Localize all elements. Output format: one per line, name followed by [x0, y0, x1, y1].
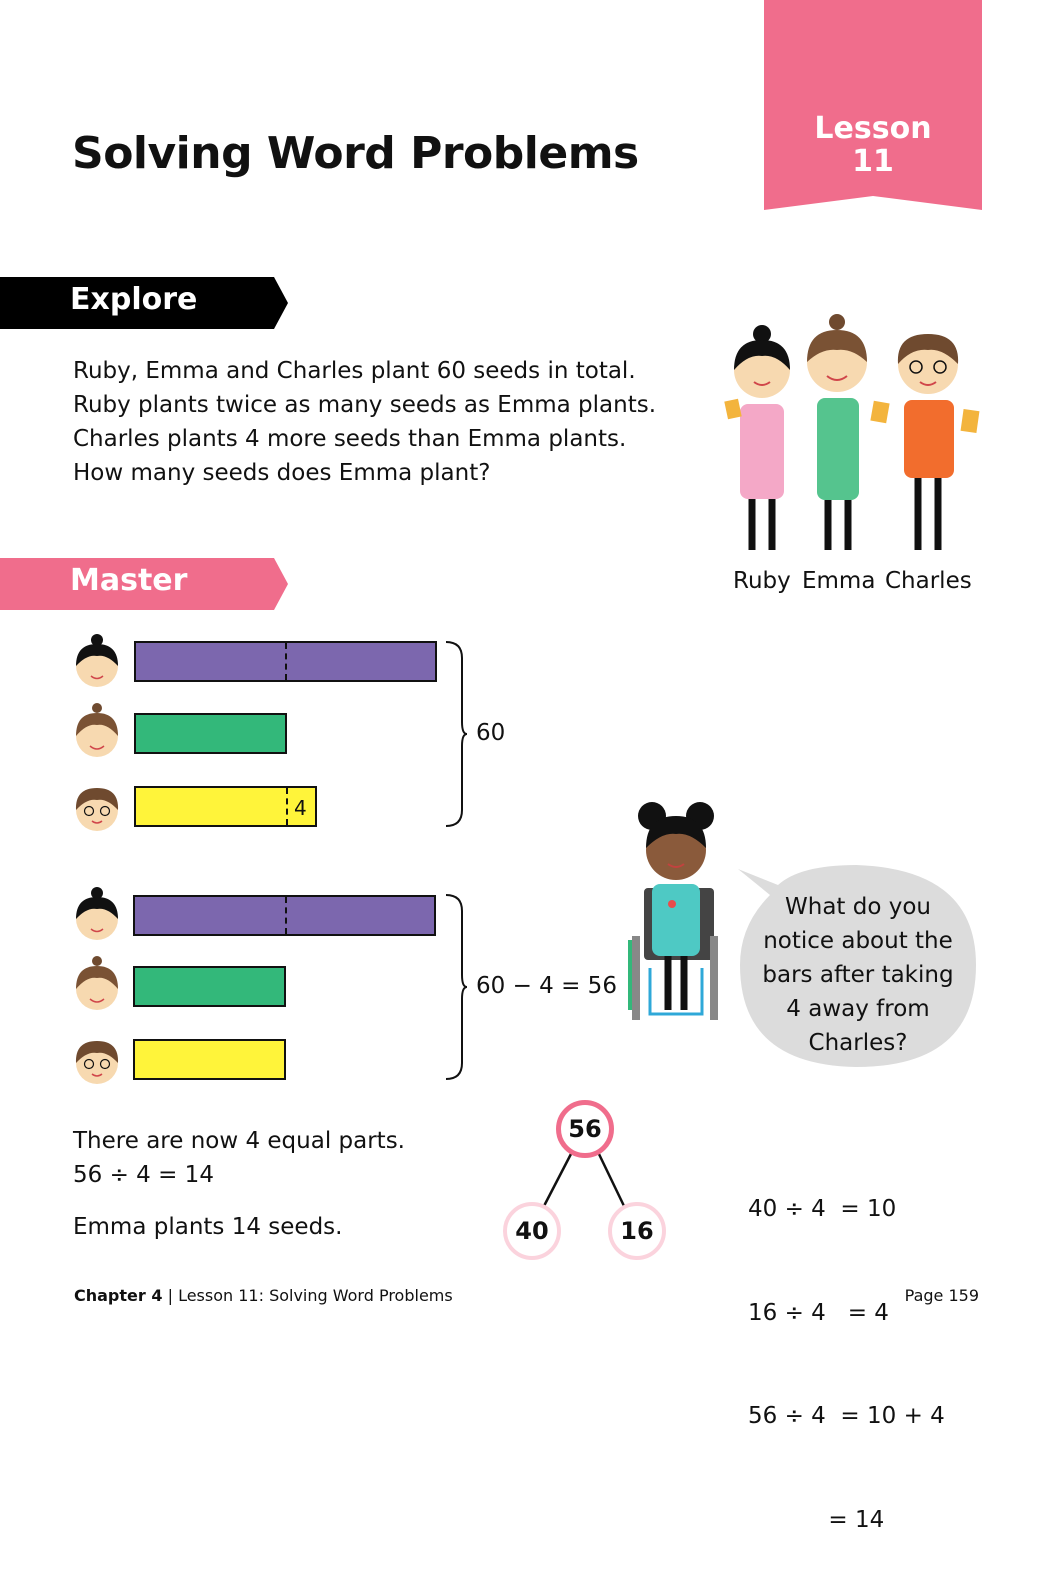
explore-problem — [73, 354, 656, 490]
problem-line: Charles plants 4 more seeds than Emma plants. — [73, 426, 627, 452]
calculation-line: 40 ÷ 4 = 10 — [748, 1196, 897, 1222]
character-name-charles: Charles — [885, 568, 972, 594]
bar-divider — [285, 897, 287, 934]
calculation-line: 16 ÷ 4 = 4 — [748, 1299, 889, 1326]
calculation-line: 56 ÷ 4 = 10 + 4 — [748, 1403, 945, 1429]
solution-steps — [73, 1124, 405, 1192]
bar-divider — [286, 788, 288, 825]
emma-figure — [807, 314, 890, 550]
bar-divider — [285, 643, 287, 680]
character-name-ruby: Ruby — [733, 568, 791, 594]
number-bond-part-b: 16 — [608, 1202, 666, 1260]
ruby-face-icon — [72, 632, 122, 692]
bubble-line: Charles? — [808, 1030, 908, 1056]
lesson-badge — [764, 112, 982, 178]
ruby-bar — [134, 641, 437, 682]
footer-chapter: Chapter 4 — [74, 1286, 163, 1305]
page-number: Page 159 — [904, 1286, 979, 1305]
ruby-bar — [133, 895, 436, 936]
bubble-line: bars after taking — [762, 962, 954, 988]
bubble-line: notice about the — [763, 928, 953, 954]
charles-face-icon — [72, 1033, 122, 1093]
calculation-line: = 14 — [748, 1506, 885, 1533]
extra-seeds-label: 4 — [294, 796, 307, 820]
total-label: 60 − 4 = 56 — [476, 973, 617, 999]
solution-line: There are now 4 equal parts. — [73, 1128, 405, 1154]
emma-bar — [134, 713, 287, 754]
charles-figure — [898, 334, 980, 550]
solution-line: 56 ÷ 4 = 14 — [73, 1162, 214, 1188]
ruby-face-icon — [72, 885, 122, 945]
explore-heading: Explore — [70, 282, 198, 317]
page-title: Solving Word Problems — [72, 128, 639, 179]
bubble-question — [748, 890, 968, 1060]
total-label: 60 — [476, 720, 506, 746]
calculation-steps — [748, 1123, 945, 1572]
footer-breadcrumb — [74, 1286, 453, 1305]
solution-answer: Emma plants 14 seeds. — [73, 1214, 343, 1240]
bubble-line: What do you — [785, 894, 931, 920]
footer-separator: | — [167, 1286, 173, 1305]
charles-face-icon — [72, 780, 122, 840]
charles-bar — [134, 786, 317, 827]
emma-face-icon — [72, 955, 122, 1015]
lesson-number: 11 — [852, 144, 894, 179]
problem-line: Ruby, Emma and Charles plant 60 seeds in total. — [73, 358, 636, 384]
bubble-line: 4 away from — [786, 996, 930, 1022]
ruby-figure — [724, 325, 790, 550]
emma-face-icon — [72, 702, 122, 762]
problem-line: Ruby plants twice as many seeds as Emma plants. — [73, 392, 657, 418]
charles-bar — [133, 1039, 286, 1080]
number-bond-part-a: 40 — [503, 1202, 561, 1260]
characters-illustration — [712, 312, 992, 562]
total-brace — [444, 640, 468, 828]
lesson-label: Lesson — [814, 111, 932, 146]
footer-lesson: Lesson 11: Solving Word Problems — [178, 1286, 453, 1305]
problem-line: How many seeds does Emma plant? — [73, 460, 491, 486]
master-heading: Master — [70, 563, 188, 598]
girl-wheelchair-illustration — [624, 800, 728, 1026]
character-name-emma: Emma — [802, 568, 876, 594]
total-brace — [444, 893, 468, 1081]
emma-bar — [133, 966, 286, 1007]
number-bond-whole: 56 — [556, 1100, 614, 1158]
